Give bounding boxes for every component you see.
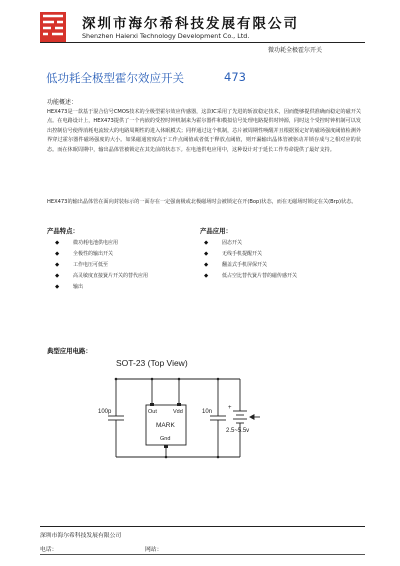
supply-voltage-label: 2.5~5.5v [226,428,250,434]
applications-list [204,238,297,282]
footer-tel-label: 电话： [40,547,58,553]
footer-web-label: 网站： [145,547,163,553]
header-divider [40,42,365,43]
footer-bottom-line [40,554,365,555]
overview-paragraph-1: HEX473是一款基于混合信号CMOS技术的全极型霍尔效应传感器，这款IC采用了先进的斩波稳定技术，因而能够提供准确而稳定的磁开关点。在电路设计上，HEX473提供了一个内嵌的受控时钟机制来为霍尔器件和模拟信号处理电路提供时钟源，同时这个受控时钟机制可以发出控制信号使得消耗电流较大的电路周期性的进入休眠模式；同样通过这个机制，芯片被周期性唤醒并且根据预定好的磁场强度阈值检测外界穿过霍尔器件磁场强度的大小。如果磁通密度高于工作点阈值或者低于释放点阈值，则开漏输出晶体管被驱动并锁存成与之相对应的状态。而在休眠周期中，输出晶体管被锁定在其先前的状态下。在电池供电应用中，这种设计对于延长工作寿命提供了最好支持。 [47,109,361,153]
feature-item: ◆ 全极性的输出开关 [55,249,148,260]
overview-heading: 功能概述： [47,99,78,106]
feature-item: ◆ 微功耗电池供电应用 [55,238,148,249]
application-item: ◆ 无线手机提醒开关 [204,249,297,260]
overview-paragraph-2: HEX473的输出晶体管在面向封装标示的一面存在一定强南极或北极磁场时会被锁定在开(Bop)状态，而在无磁场时锁定在关(Brp)状态。 [47,199,357,205]
battery-plus-label: + [228,405,232,411]
package-label: SOT-23 (Top View) [116,358,188,368]
pin-vdd-label: Vdd [173,409,183,415]
part-number: 473 [224,70,246,84]
footer-divider [40,526,365,527]
capacitor-right-label: 10n [202,409,213,415]
feature-item: ◆ 高灵敏度直接簧片开关的替代应用 [55,271,148,282]
applications-heading: 产品应用： [200,227,232,235]
feature-item: ◆ 工作电压可低至 [55,260,148,271]
capacitor-left-label: 100p [98,409,112,415]
pin-gnd-label: Gnd [160,436,171,442]
application-item: ◆ 翻盖式手机屏保开关 [204,260,297,271]
application-item: ◆ 低占空比替代簧片替的磁传感开关 [204,271,297,282]
company-logo [40,12,66,42]
company-name-cn: 深圳市海尔希科技发展有限公司 [82,16,299,32]
chip-marking: MARK [156,422,175,429]
pin-out-label: Out [148,409,157,415]
document-tag: 微功耗全极霍尔开关 [268,47,323,54]
typical-application-circuit [94,357,264,477]
circuit-heading: 典型应用电路： [47,347,92,355]
footer-company: 深圳市海尔希科技发展有限公司 [40,533,122,539]
features-list [55,238,148,293]
document-title: 低功耗全极型霍尔效应开关 [46,71,184,85]
feature-item: ◆ 输出 [55,282,148,293]
features-heading: 产品特点： [47,227,79,235]
application-item: ◆ 固态开关 [204,238,297,249]
company-name-en: Shenzhen Haierxi Technology Development Co., Ltd. [82,32,250,40]
